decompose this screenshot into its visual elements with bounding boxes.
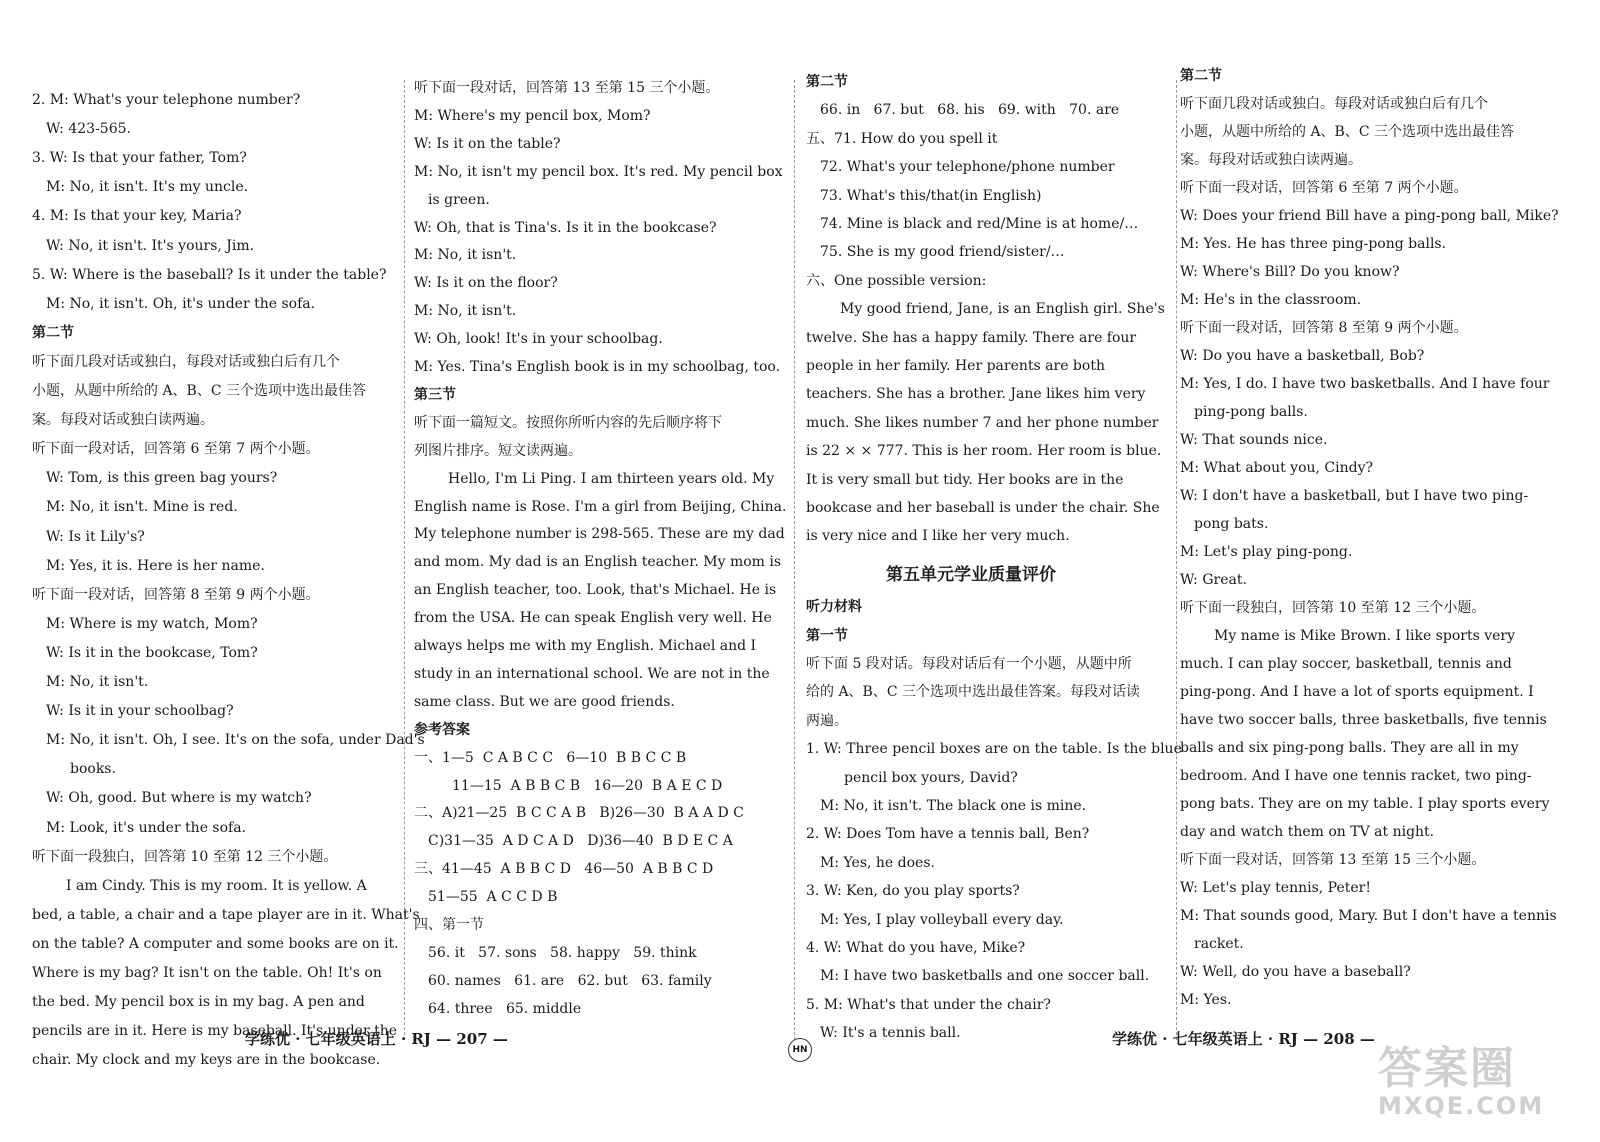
col3-line: 给的 A、B、C 三个选项中选出最佳答案。每段对话读 [806, 684, 1141, 701]
col1-line: M: No, it isn't. [46, 674, 149, 690]
col2-line: M: Yes. Tina's English book is in my schoolbag, too. [414, 359, 781, 375]
col3-line: M: No, it isn't. The black one is mine. [820, 798, 1087, 814]
col3-line: 第一节 [806, 627, 848, 644]
col2-line: 听下面一篇短文。按照你所听内容的先后顺序将下 [414, 414, 722, 431]
col3-line: 72. What's your telephone/phone number [820, 159, 1115, 176]
col1-line: 听下面一段对话，回答第 8 至第 9 两个小题。 [32, 586, 320, 603]
col2-line: 51—55 A C C D B [428, 889, 558, 906]
page-footer-left: 学练优 · 七年级英语上 · RJ — 207 — [245, 1030, 508, 1048]
col4-line: My name is Mike Brown. I like sports very [1214, 628, 1515, 644]
col4-line: W: Great. [1180, 572, 1247, 588]
col2-line: always helps me with my English. Michael and I [414, 638, 757, 654]
watermark [1378, 1043, 1568, 1126]
col1-line: W: Is it in the bookcase, Tom? [46, 644, 258, 661]
col2-line: My telephone number is 298-565. These are my dad [414, 526, 785, 543]
col4-line: racket. [1194, 936, 1244, 952]
col2-line: 二、A)21—25 B C C A B B)26—30 B A A D C [414, 805, 744, 822]
col4-line: balls and six ping-pong balls. They are all in my [1180, 740, 1519, 756]
col1-line: W: 423-565. [46, 121, 131, 138]
col1-line: 第二节 [32, 324, 74, 341]
col2-line: 一、1—5 C A B C C 6—10 B B C C B [414, 749, 687, 766]
col3-line: 4. W: What do you have, Mike? [806, 940, 1026, 956]
col4-line: W: Do you have a basketball, Bob? [1180, 348, 1425, 364]
col4-line: ping-pong balls. [1194, 404, 1308, 420]
col4-line: pong bats. [1194, 516, 1269, 532]
col4-line: M: What about you, Cindy? [1180, 460, 1373, 476]
col2-line: 听下面一段对话，回答第 13 至第 15 三个小题。 [414, 80, 720, 96]
col3-line: 5. M: What's that under the chair? [806, 996, 1051, 1013]
col3-line: teachers. She has a brother. Jane likes him very [806, 386, 1146, 403]
col1-line: the bed. My pencil box is in my bag. A pen and [32, 994, 365, 1011]
col4-line: M: Yes. [1180, 992, 1232, 1008]
col1-line: W: Is it Lily's? [46, 528, 145, 545]
col4-line: M: Let's play ping-pong. [1180, 544, 1353, 560]
col4-line: much. I can play soccer, basketball, tennis and [1180, 656, 1512, 672]
col2-line: from the USA. He can speak English very well. He [414, 610, 772, 627]
col2-line: and mom. My dad is an English teacher. My mom is [414, 554, 782, 571]
col1-line: Where is my bag? It isn't on the table. Oh! It's on [32, 965, 382, 981]
col2-line: an English teacher, too. Look, that's Michael. He is [414, 582, 777, 599]
column-divider [404, 80, 405, 1040]
col3-line: My good friend, Jane, is an English girl. She's [840, 301, 1165, 318]
col1-line: 听下面一段独白，回答第 10 至第 12 三个小题。 [32, 848, 338, 865]
col1-line: 3. W: Is that your father, Tom? [32, 150, 247, 167]
col4-line: 小题，从题中所给的 A、B、C 三个选项中选出最佳答 [1180, 124, 1515, 140]
col4-line: 第二节 [1180, 68, 1222, 84]
page-gutter [794, 80, 795, 1040]
col1-line: 小题，从题中所给的 A、B、C 三个选项中选出最佳答 [32, 383, 367, 399]
col3-line: 五、71. How do you spell it [806, 130, 998, 147]
col2-line: M: Where's my pencil box, Mom? [414, 107, 651, 124]
col1-line: M: No, it isn't. Oh, I see. It's on the sofa, under Dad's [46, 732, 425, 749]
col3-line: twelve. She has a happy family. There are four [806, 329, 1137, 346]
col3-line: It is very small but tidy. Her books are in the [806, 471, 1124, 488]
col4-line: day and watch them on TV at night. [1180, 824, 1435, 840]
col4-line: W: Where's Bill? Do you know? [1180, 264, 1400, 280]
col4-line: 听下面一段对话，回答第 13 至第 15 三个小题。 [1180, 852, 1486, 868]
col2-line: W: Oh, that is Tina's. Is it in the bookcase? [414, 219, 717, 236]
col3-line: 73. What's this/that(in English) [820, 187, 1042, 204]
col2-line: 11—15 A B B C B 16—20 B A E C D [452, 777, 723, 794]
col3-line: bookcase and her baseball is under the chair. She [806, 500, 1160, 516]
col4-line: M: He's in the classroom. [1180, 292, 1362, 308]
col2-line: is green. [428, 191, 490, 208]
col3-line: 66. in 67. but 68. his 69. with 70. are [820, 102, 1120, 119]
col4-line: M: That sounds good, Mary. But I don't have a tennis [1180, 908, 1557, 924]
col4-line: ping-pong. And I have a lot of sports equipment. I [1180, 684, 1534, 700]
col3-line: 75. She is my good friend/sister/… [820, 244, 1065, 261]
col2-line: same class. But we are good friends. [414, 693, 675, 710]
col3-line: much. She likes number 7 and her phone number [806, 414, 1159, 431]
col1-line: M: No, it isn't. Oh, it's under the sofa. [46, 295, 316, 312]
col1-line: I am Cindy. This is my room. It is yellow. A [66, 877, 367, 894]
col1-line: M: No, it isn't. It's my uncle. [46, 179, 249, 196]
col1-line: pencils are in it. Here is my baseball. It's under the [32, 1023, 398, 1040]
col3-line: is 22 × × 777. This is her room. Her room is blue. [806, 443, 1162, 460]
col2-line: Hello, I'm Li Ping. I am thirteen years old. My [448, 470, 775, 487]
col2-line: M: No, it isn't. [414, 303, 517, 320]
col1-line: 听下面几段对话或独白，每段对话或独白后有几个 [32, 353, 340, 370]
page-footer-right: 学练优 · 七年级英语上 · RJ — 208 — [1112, 1030, 1375, 1048]
col2-line: W: Is it on the floor? [414, 275, 558, 292]
col3-line: is very nice and I like her very much. [806, 528, 1070, 545]
col4-line: pong bats. They are on my table. I play sports every [1180, 796, 1550, 812]
col4-line: W: Does your friend Bill have a ping-pong ball, Mike? [1180, 208, 1559, 224]
col2-line: C)31—35 A D C A D D)36—40 B D E C A [428, 833, 733, 850]
col3-line: 3. W: Ken, do you play sports? [806, 883, 1020, 900]
col1-line: M: No, it isn't. Mine is red. [46, 499, 238, 516]
col3-line: 听力材料 [806, 599, 862, 616]
col1-line: 听下面一段对话，回答第 6 至第 7 两个小题。 [32, 441, 320, 458]
col3-line: M: Yes, he does. [820, 854, 935, 871]
column-divider [1176, 80, 1177, 1040]
col2-line: 56. it 57. sons 58. happy 59. think [428, 944, 697, 961]
col2-line: W: Is it on the table? [414, 135, 561, 152]
col1-line: W: No, it isn't. It's yours, Jim. [46, 237, 255, 254]
col3-line: 1. W: Three pencil boxes are on the table. Is the blue [806, 741, 1182, 758]
col4-line: M: Yes. He has three ping-pong balls. [1180, 236, 1447, 252]
col4-line: 案。每段对话或独白读两遍。 [1180, 152, 1362, 168]
col4-line: 听下面几段对话或独白。每段对话或独白后有几个 [1180, 96, 1488, 112]
col3-line: 第五单元学业质量评价 [886, 564, 1056, 585]
col1-line: M: Look, it's under the sofa. [46, 819, 247, 836]
col3-line: people in her family. Her parents are both [806, 358, 1105, 374]
col2-line: 64. three 65. middle [428, 1000, 582, 1017]
col3-line: 2. W: Does Tom have a tennis ball, Ben? [806, 826, 1090, 843]
col4-line: W: That sounds nice. [1180, 432, 1328, 448]
col2-line: 三、41—45 A B B C D 46—50 A B B C D [414, 861, 714, 878]
col1-line: bed, a table, a chair and a tape player are in it. What's [32, 906, 420, 923]
col4-line: bedroom. And I have one tennis racket, two ping- [1180, 768, 1532, 784]
col2-line: W: Oh, look! It's in your schoolbag. [414, 331, 663, 348]
col2-line: 列图片排序。短文读两遍。 [414, 442, 582, 459]
col1-line: 4. M: Is that your key, Maria? [32, 208, 242, 225]
col2-line: M: No, it isn't my pencil box. It's red. My pencil box [414, 163, 783, 180]
col3-line: 听下面 5 段对话。每段对话后有一个小题，从题中所 [806, 656, 1132, 672]
col4-line: W: I don't have a basketball, but I have two ping- [1180, 488, 1529, 504]
col1-line: W: Is it in your schoolbag? [46, 703, 234, 720]
col1-line: 案。每段对话或独白读两遍。 [32, 412, 214, 429]
col1-line: W: Tom, is this green bag yours? [46, 470, 278, 487]
col3-line: 74. Mine is black and red/Mine is at home/… [820, 216, 1139, 232]
col3-line: 第二节 [806, 74, 848, 90]
col2-line: 参考答案 [414, 721, 470, 738]
col3-line: 两遍。 [806, 712, 848, 729]
col1-line: chair. My clock and my keys are in the bookcase. [32, 1052, 381, 1069]
col2-line: M: No, it isn't. [414, 247, 517, 264]
col2-line: 60. names 61. are 62. but 63. family [428, 972, 712, 989]
col4-line: 听下面一段独白，回答第 10 至第 12 三个小题。 [1180, 600, 1486, 616]
col2-line: 第三节 [414, 386, 456, 403]
col3-line: M: I have two basketballs and one soccer ball. [820, 968, 1150, 985]
col1-line: on the table? A computer and some books are on it. [32, 935, 399, 952]
col4-line: W: Let's play tennis, Peter! [1180, 880, 1371, 896]
col4-line: W: Well, do you have a baseball? [1180, 964, 1411, 980]
col2-line: study in an international school. We are not in the [414, 665, 770, 682]
col4-line: have two soccer balls, three basketballs, five tennis [1180, 712, 1547, 728]
watermark-logo-text: 答案圈 [1378, 1043, 1516, 1094]
col1-line: W: Oh, good. But where is my watch? [46, 790, 312, 807]
col1-line: 5. W: Where is the baseball? Is it under the table? [32, 266, 387, 283]
col2-line: English name is Rose. I'm a girl from Beijing, China. [414, 498, 787, 515]
col1-line: books. [70, 761, 116, 778]
watermark-url: MXQE.COM [1378, 1092, 1545, 1120]
col4-line: 听下面一段对话，回答第 8 至第 9 两个小题。 [1180, 320, 1468, 336]
col3-line: 六、One possible version: [806, 272, 987, 289]
col3-line: M: Yes, I play volleyball every day. [820, 911, 1064, 928]
col1-line: M: Yes, it is. Here is her name. [46, 557, 265, 574]
hn-badge: HN [788, 1038, 812, 1062]
col1-line: 2. M: What's your telephone number? [32, 92, 301, 108]
col1-line: M: Where is my watch, Mom? [46, 615, 258, 632]
col4-line: M: Yes, I do. I have two basketballs. And I have four [1180, 376, 1550, 392]
col4-line: 听下面一段对话，回答第 6 至第 7 两个小题。 [1180, 180, 1468, 196]
col2-line: 四、第一节 [414, 917, 484, 933]
col3-line: W: It's a tennis ball. [820, 1025, 961, 1042]
col3-line: pencil box yours, David? [844, 769, 1018, 786]
